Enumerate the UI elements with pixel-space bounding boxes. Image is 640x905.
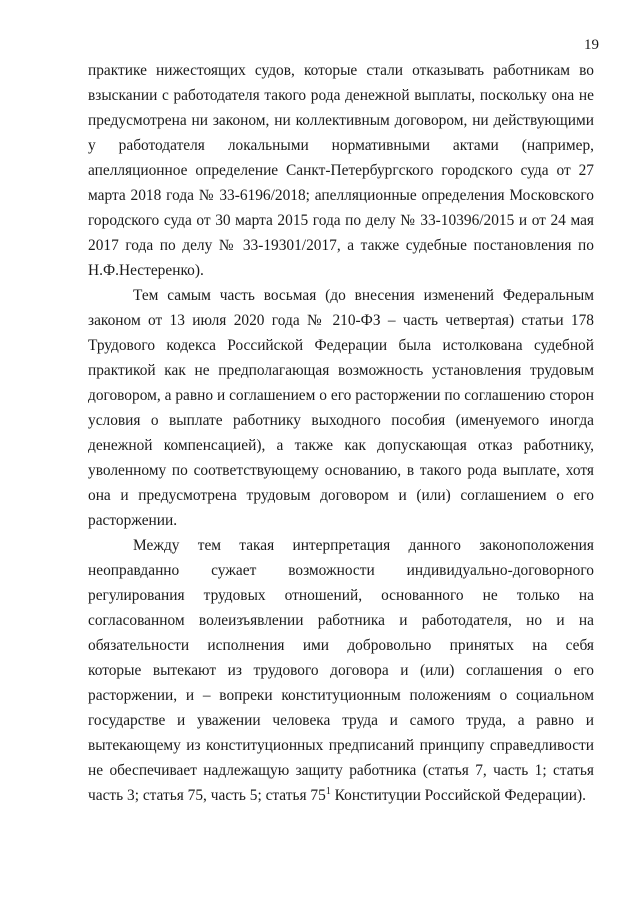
paragraph-2 (88, 283, 594, 533)
text-line: расторжении, и – вопреки конституционным положениям о социальном (88, 687, 594, 704)
text-line: государстве и уважении человека труда и самого труда, а равно и (88, 712, 594, 729)
superscript-marker: 1 (325, 786, 331, 797)
paragraph-3 (88, 533, 594, 808)
text-line: которые вытекают из трудового договора и (или) соглашения о его (88, 662, 594, 679)
paragraph-1 (88, 58, 594, 283)
text-line: 2017 года по делу № 33-19301/2017, а также судебные постановления по (88, 237, 594, 254)
text-line: Н.Ф.Нестеренко). (88, 262, 204, 279)
text-fragment: часть 3; статья 75, часть 5; статья 75 (88, 787, 326, 804)
text-line: не обеспечивает надлежащую защиту работника (статья 7, часть 1; статья (88, 762, 594, 779)
text-fragment: Конституции Российской Федерации). (330, 787, 587, 804)
text-line: городского суда от 30 марта 2015 года по делу № 33-10396/2015 и от 24 мая (88, 212, 594, 229)
text-line: вытекающему из конституционных предписаний принципу справедливости (88, 737, 594, 754)
text-line: взыскании с работодателя такого рода денежной выплаты, поскольку она не (88, 87, 594, 104)
text-line: апелляционное определение Санкт-Петербургского городского суда от 27 (88, 162, 594, 179)
text-line: законом от 13 июля 2020 года № 210-ФЗ – часть четвертая) статьи 178 (88, 312, 594, 329)
text-line: регулирования трудовых отношений, основанного не только на (88, 587, 594, 604)
page-number: 19 (584, 37, 599, 53)
text-line: условия о выплате работнику выходного пособия (именуемого иногда (88, 412, 594, 429)
text-line: уволенному по соответствующему основанию, в такого рода выплате, хотя (88, 462, 594, 479)
text-line: у работодателя локальными нормативными актами (например, (88, 137, 594, 154)
text-line: договором, а равно и соглашением о его расторжении по соглашению сторон (88, 387, 594, 404)
text-line: неоправданно сужает возможности индивидуально-договорного (88, 562, 594, 579)
text-line-final (88, 783, 594, 808)
text-line: расторжении. (88, 512, 178, 529)
text-line: практике нижестоящих судов, которые стали отказывать работникам во (88, 62, 594, 79)
text-line: марта 2018 года № 33-6196/2018; апелляционные определения Московского (88, 187, 594, 204)
text-line: согласованном волеизъявлении работника и работодателя, но и на (88, 612, 594, 629)
text-line: обязательности исполнения ими добровольно принятых на себя (88, 637, 594, 654)
text-line: денежной компенсацией), а также как допускающая отказ работнику, (88, 437, 594, 454)
document-body (88, 58, 594, 808)
text-line: она и предусмотрена трудовым договором и (или) соглашением о его (88, 487, 594, 504)
text-line: Тем самым часть восьмая (до внесения изменений Федеральным (133, 287, 594, 304)
text-line: практикой как не предполагающая возможность установления трудовым (88, 362, 594, 379)
text-line: Трудового кодекса Российской Федерации была истолкована судебной (88, 337, 594, 354)
text-line: Между тем такая интерпретация данного законоположения (133, 537, 594, 554)
text-line: предусмотрена ни законом, ни коллективным договором, ни действующими (88, 112, 594, 129)
